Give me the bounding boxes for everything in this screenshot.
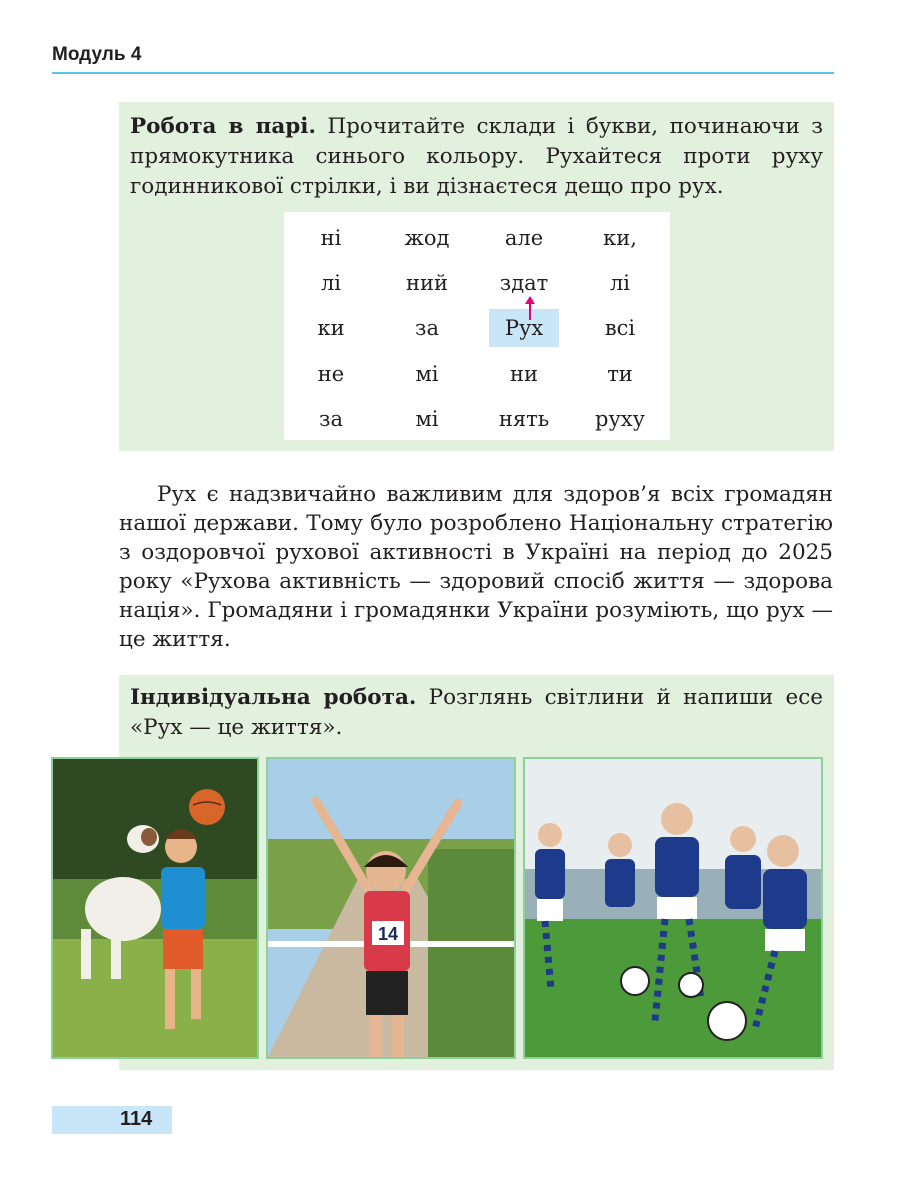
individual-task-instructions: Розглянь світлини й напиши есе «Рух — це життя». xyxy=(130,685,823,740)
runner-bib: 14 xyxy=(377,924,399,944)
page-number-bar xyxy=(52,1106,172,1134)
syllable-cell: але xyxy=(504,226,544,250)
syllable-cell: за xyxy=(319,407,343,431)
syllable-cell: мі xyxy=(415,362,439,386)
syllable-cell: ки xyxy=(317,316,345,340)
photo-kids-football xyxy=(523,757,823,1059)
pair-task-instructions: Прочитайте склади і букви, починаючи з прямокутника синього кольору. Рухайтеся проти руху годинникової стрілки, і ви дізнаєтеся дещо про рух. xyxy=(130,114,823,199)
syllable-cell: Рух xyxy=(489,309,559,347)
syllable-cell: нять xyxy=(498,407,550,431)
syllable-cell: лі xyxy=(609,271,631,295)
syllable-cell: руху xyxy=(595,407,645,431)
syllable-cell: ки, xyxy=(603,226,637,250)
individual-task-title: Індивідуальна робота. xyxy=(130,685,417,710)
syllable-cell: ти xyxy=(607,362,633,386)
individual-task-text xyxy=(130,683,823,743)
main-paragraph: Рух є надзвичайно важливим для здоров’я всіх громадян нашої держави. Тому було розроблено Національну стратегію з оздоровчої рухової активності в Україні на період до 2025 року «Рухова активність — здоровий спосіб життя — здорова нація». Громадяни і громадянки України розуміють, що рух — це життя. xyxy=(119,482,833,652)
syllable-cell: ни xyxy=(510,362,538,386)
syllable-cell: лі xyxy=(320,271,342,295)
syllable-cell: мі xyxy=(415,407,439,431)
syllable-cell: всі xyxy=(604,316,636,340)
photo-boy-dog xyxy=(51,757,259,1059)
syllable-cell: жод xyxy=(404,226,450,250)
syllable-cell: ні xyxy=(320,226,342,250)
pair-task-title: Робота в парі. xyxy=(130,114,316,139)
module-header: Модуль 4 xyxy=(52,44,142,65)
header-rule xyxy=(52,72,834,74)
syllable-cell: не xyxy=(317,362,345,386)
up-arrow-icon xyxy=(524,296,536,320)
syllable-cell: за xyxy=(415,316,439,340)
syllable-cell: ний xyxy=(406,271,448,295)
page-number: 114 xyxy=(120,1108,153,1130)
pair-task-text xyxy=(130,112,823,202)
syllable-cell: здат xyxy=(499,271,549,295)
photo-girl-runner xyxy=(266,757,516,1059)
